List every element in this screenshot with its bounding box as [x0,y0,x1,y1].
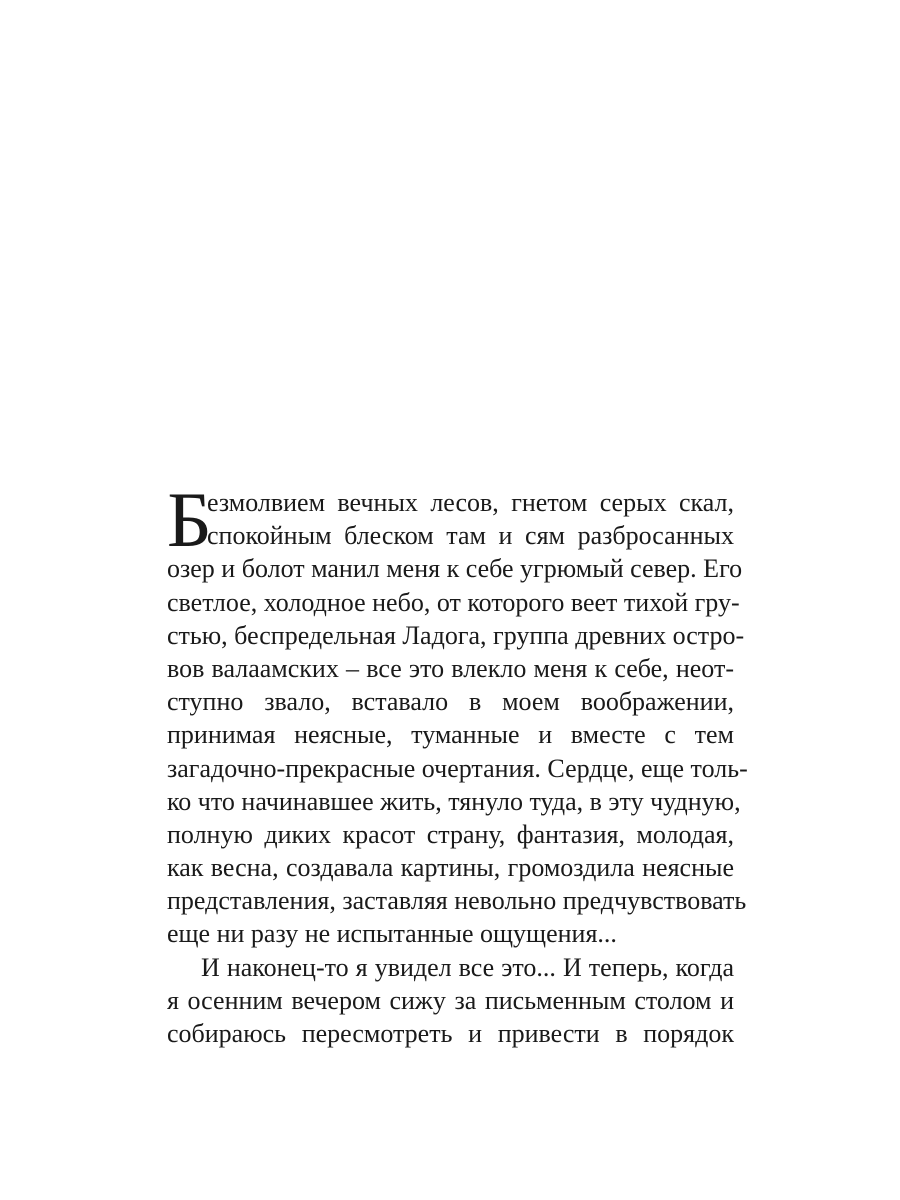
text-line: как весна, создавала картины, громоздила неясные [167,853,734,883]
text-line: я осенним вечером сижу за письменным столом и [167,985,734,1015]
text-line: ступно звало, вставало в моем воображении, [167,687,734,717]
text-line: еще ни разу не испытанные ощущения... [167,919,617,949]
drop-cap-letter: Б [167,476,212,563]
text-line: спокойным блеском там и сям разбросанных [207,521,734,551]
text-line: ко что начинавшее жить, тянуло туда, в эту чудную, [167,786,741,816]
text-line: полную диких красот страну, фантазия, молодая, [167,819,734,849]
text-line: принимая неясные, туманные и вместе с тем [167,720,734,750]
text-line: светлое, холодное небо, от которого веет тихой гру- [167,587,740,617]
text-line: загадочно-прекрасные очертания. Сердце, еще толь- [167,753,748,783]
text-line: И наконец-то я увидел все это... И теперь, когда [201,952,734,982]
text-line: езмолвием вечных лесов, гнетом серых скал, [207,488,734,517]
book-text-block [167,476,748,1050]
text-line: озер и болот манил меня к себе угрюмый север. Его [167,554,743,584]
text-line: стью, беспредельная Ладога, группа древних остро- [167,620,745,650]
text-line: собираюсь пересмотреть и привести в порядок [167,1019,734,1048]
text-line: вов валаамских – все это влекло меня к себе, неот- [167,653,734,683]
text-line: представления, заставляя невольно предчувствовать [167,886,747,916]
